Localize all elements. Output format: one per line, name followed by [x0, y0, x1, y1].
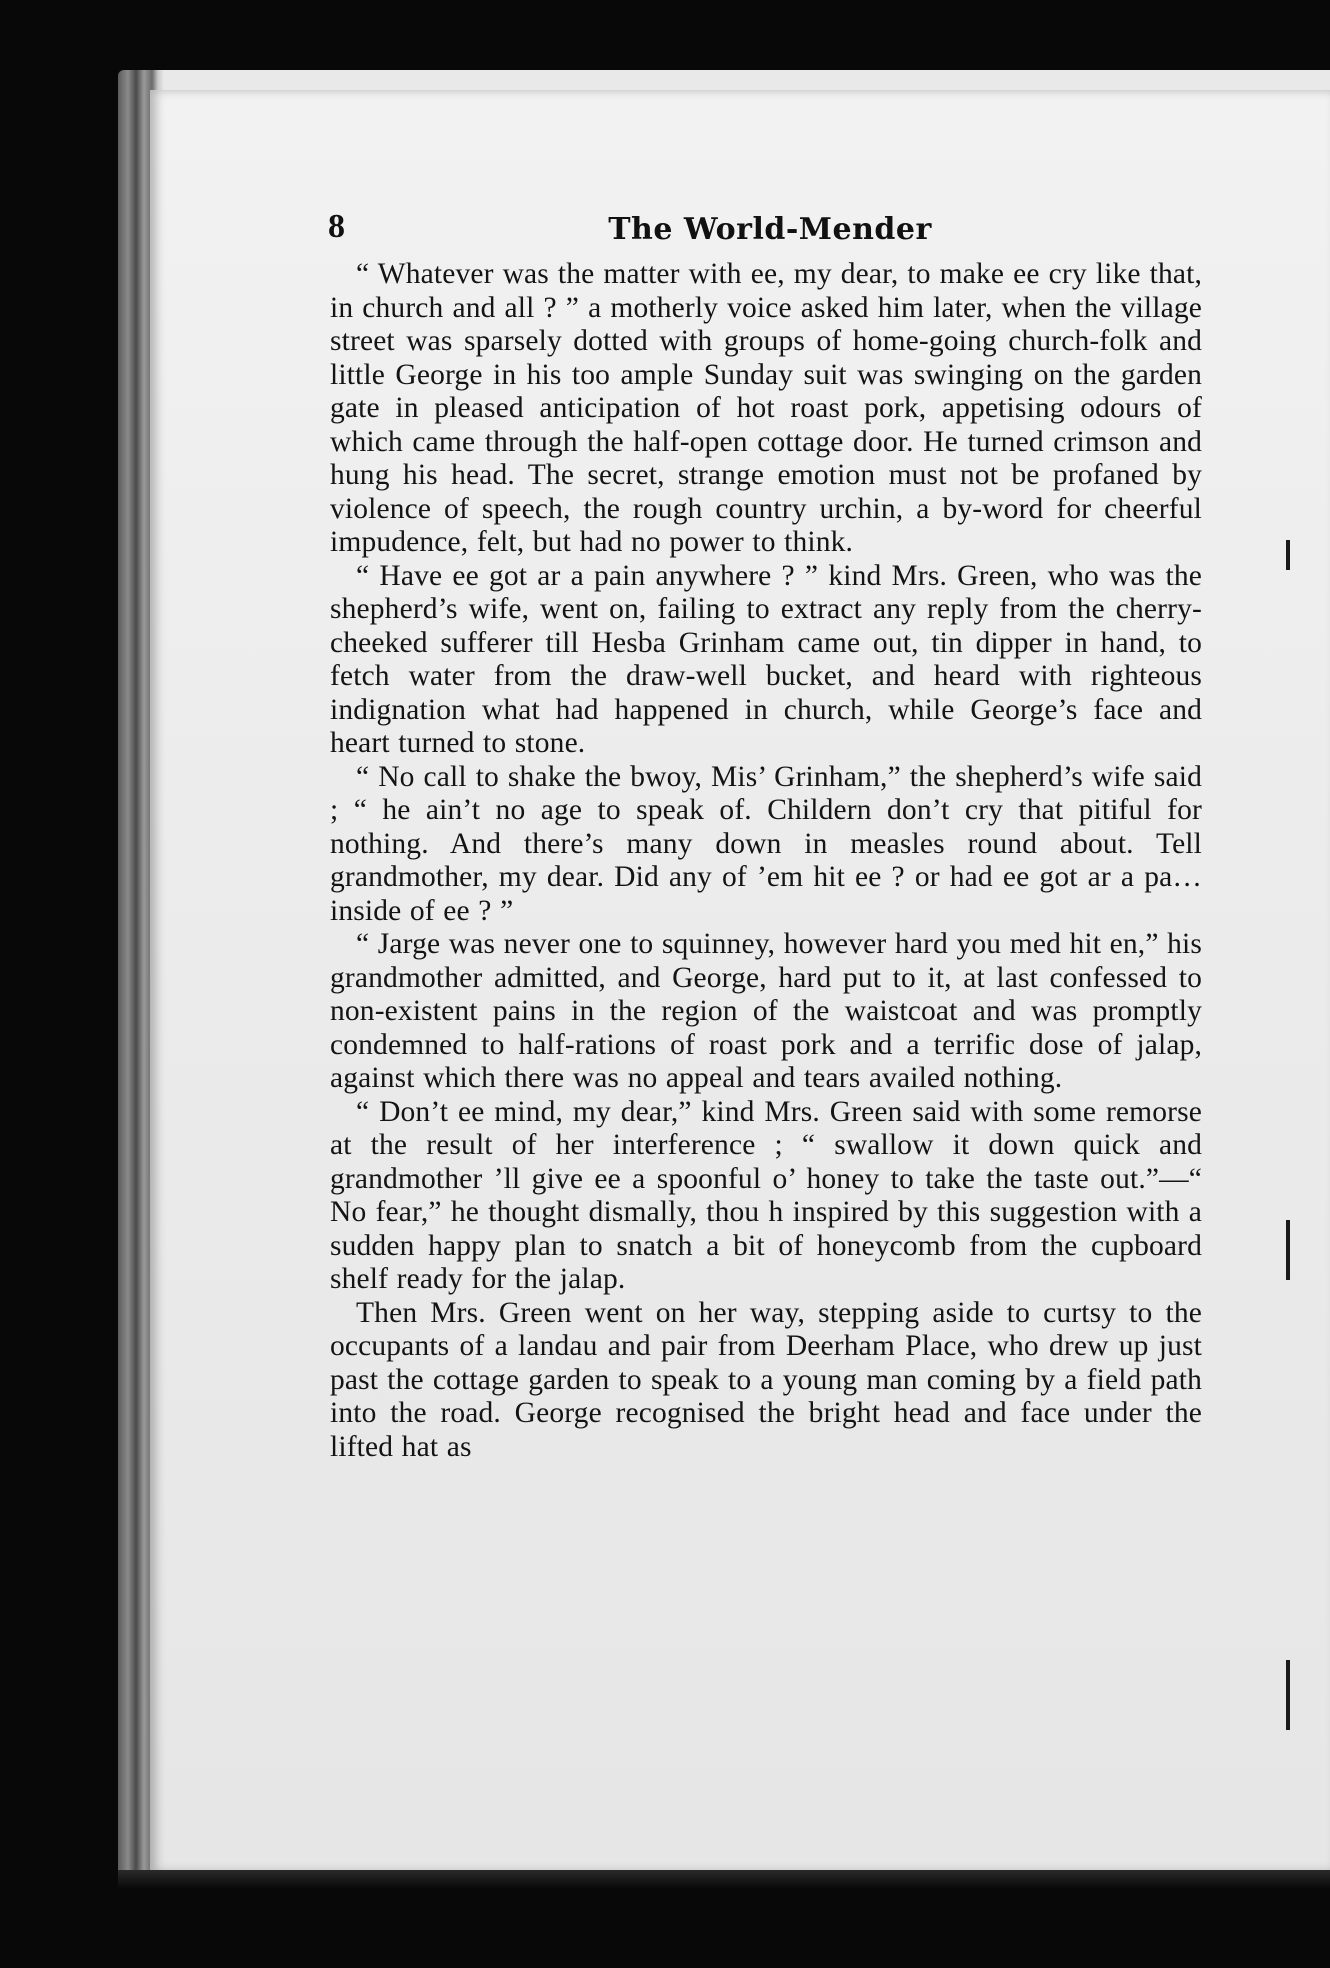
- paragraph: “ Don’t ee mind, my dear,” kind Mrs. Green said with some remorse at the result of her interference ; “ swallow it down quick and grandmother ’ll give ee a spoonful o’ honey to take the taste out.”—“ No fear,” he thought dismally, thou h inspired by this suggestion with a sudden happy plan to snatch a bit of honeycomb from the cupboard shelf ready for the jalap.: [330, 1095, 1202, 1295]
- margin-mark: [1286, 1220, 1290, 1280]
- paragraph: “ No call to shake the bwoy, Mis’ Grinham,” the shepherd’s wife said ; “ he ain’t no age to speak of. Childern don’t cry that pitiful for nothing. And there’s many down in measles round about. Tell grandmother, my dear. Did any of ’em hit ee ? or had ee got ar a pa… inside of ee ? ”: [330, 760, 1202, 927]
- paragraph: “ Jarge was never one to squinney, however hard you med hit en,” his grandmother admitted, and George, hard put to it, at last confessed to non-existent pains in the region of the waistcoat and was promptly condemned to half-rations of roast pork and a terrific dose of jalap, against which there was no appeal and tears availed nothing.: [330, 928, 1202, 1094]
- running-title: The World-Mender: [608, 212, 932, 247]
- paragraph: “ Whatever was the matter with ee, my dear, to make ee cry like that, in church and all ? ” a motherly voice asked him later, when the village street was sparsely dotted with groups of home-going church-folk and little George in his too ample Sunday suit was swinging on the garden gate in pleased anticipation of hot roast pork, appetising odours of which came through the half-open cottage door. He turned crimson and hung his head. The secret, strange emotion must not be profaned by violence of speech, the rough country urchin, a by-word for cheerful impudence, felt, but had no power to think.: [330, 258, 1202, 558]
- paragraph: Then Mrs. Green went on her way, stepping aside to curtsy to the occupants of a landau and pair from Deerham Place, who drew up just past the cottage garden to speak to a young man coming by a field path into the road. George recognised the bright head and face under the lifted hat as: [330, 1296, 1202, 1463]
- page-header: [320, 208, 1210, 256]
- margin-mark: [1286, 540, 1290, 570]
- body-text: [330, 258, 1202, 1464]
- page-number: 8: [328, 208, 345, 245]
- margin-mark: [1286, 1660, 1290, 1730]
- paragraph: “ Have ee got ar a pain anywhere ? ” kind Mrs. Green, who was the shepherd’s wife, went on, failing to extract any reply from the cherry-cheeked sufferer till Hesba Grinham came out, tin dipper in hand, to fetch water from the draw-well bucket, and heard with righteous indignation what had happened in church, while George’s face and heart turned to stone.: [330, 559, 1202, 759]
- page-bottom-edge: [118, 1870, 1330, 1888]
